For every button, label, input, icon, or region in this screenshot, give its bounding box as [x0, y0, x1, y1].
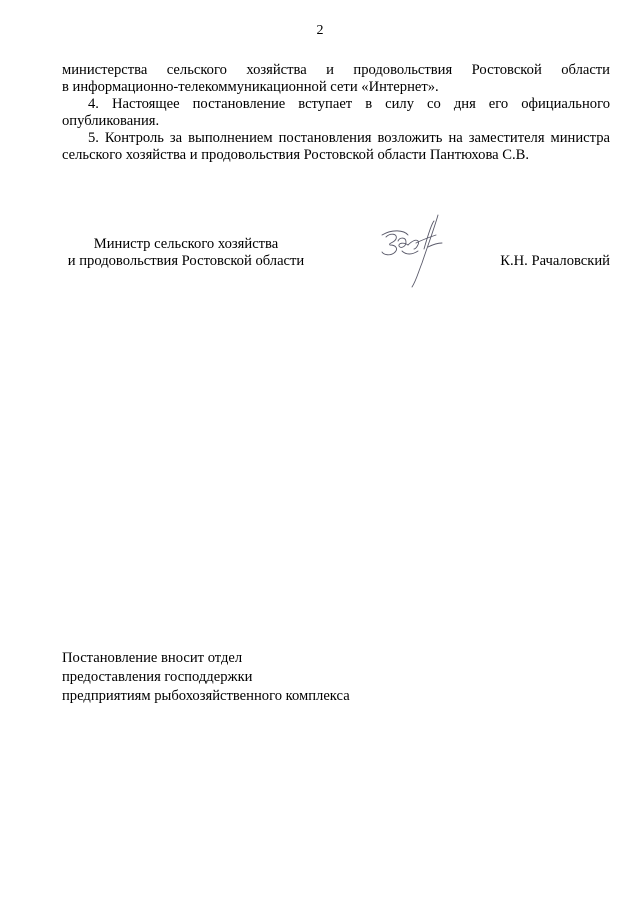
page-number: 2 [316, 23, 324, 38]
executor-note-line3: предприятиям рыбохозяйственного комплекса [62, 688, 350, 704]
signatory-name: К.Н. Рачаловский [500, 253, 610, 269]
paragraph-4: 4. Настоящее постановление вступает в силу со дня его официального опубликования. [62, 96, 610, 129]
paragraph-5: 5. Контроль за выполнением постановления возложить на заместителя министра сельского хозяйства и продовольствия Ростовской области Пантюхова С.В. [62, 130, 610, 163]
document-body [62, 62, 610, 164]
executor-note-line1: Постановление вносит отдел [62, 650, 243, 666]
paragraph-continuation-line1: министерства сельского хозяйства и продовольствия Ростовской области [62, 62, 610, 78]
signatory-position-line2: и продовольствия Ростовской области [67, 253, 305, 269]
executor-note-line2: предоставления господдержки [62, 669, 253, 685]
handwritten-signature [372, 205, 452, 290]
signatory-position [62, 236, 310, 270]
signatory-position-line1: Министр сельского хозяйства [93, 236, 279, 252]
paragraph-continuation-line2: в информационно-телекоммуникационной сети «Интернет». [62, 79, 439, 95]
executor-note [62, 649, 462, 706]
